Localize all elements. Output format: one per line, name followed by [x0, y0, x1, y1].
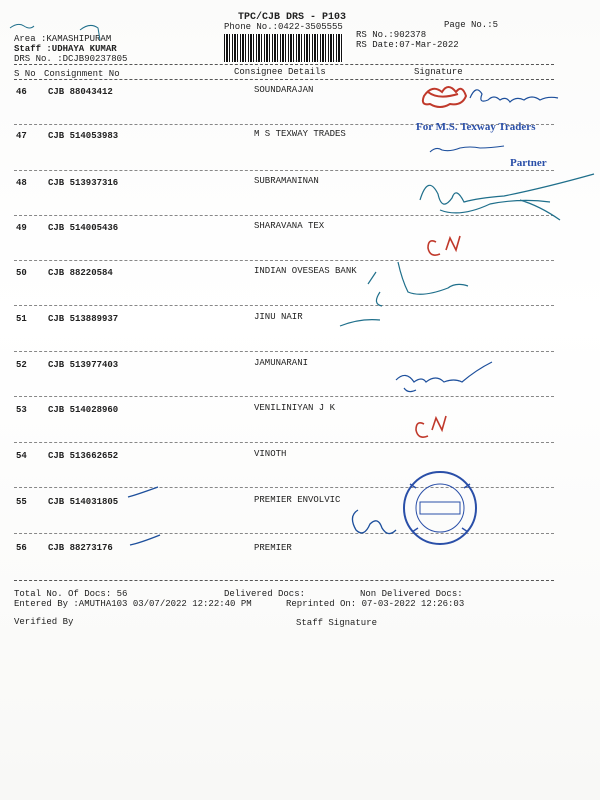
row-sno: 53	[16, 405, 27, 415]
total-docs: Total No. Of Docs: 56	[14, 589, 128, 599]
row-consignment: CJB 514031805	[48, 497, 119, 507]
row-consignment: CJB 88043412	[48, 87, 113, 97]
premier-stamp-ticks	[410, 484, 470, 532]
row-sno: 54	[16, 451, 27, 461]
column-sno: S No	[14, 69, 36, 79]
row-sno: 51	[16, 314, 27, 324]
row-consignee: VINOTH	[254, 449, 287, 459]
delivered-docs: Delivered Docs:	[224, 589, 306, 599]
row-sno: 56	[16, 543, 27, 553]
column-consignment: Consignment No	[44, 69, 120, 79]
venilinyan-red-mark	[416, 416, 446, 437]
row-sno: 52	[16, 360, 27, 370]
row-consignee: SUBRAMANINAN	[254, 176, 319, 186]
row-consignee: PREMIER ENVOLVIC	[254, 495, 341, 505]
staff-label: Staff :UDHAYA KUMAR	[14, 44, 117, 54]
premier-stamp	[404, 472, 476, 544]
row-sno: 49	[16, 223, 27, 233]
premier-stamp-center	[420, 502, 460, 514]
row-consignee: JAMUNARANI	[254, 358, 309, 368]
row-consignment: CJB 514053983	[48, 131, 119, 141]
row-consignment: CJB 513889937	[48, 314, 119, 324]
row-consignee: INDIAN OVESEAS BANK	[254, 266, 357, 276]
row-consignee: VENILINIYAN J K	[254, 403, 336, 413]
texway-stamp-text: For M.S. Texway Traders	[416, 121, 536, 133]
page-number: Page No.:5	[444, 20, 499, 30]
rs-number: RS No.:902378	[356, 30, 427, 40]
row-consignment: CJB 514028960	[48, 405, 119, 415]
column-signature: Signature	[414, 67, 463, 77]
sharavana-red-mark	[428, 236, 460, 255]
bank-signature	[340, 262, 468, 326]
row-sno: 48	[16, 178, 27, 188]
phone-number: Phone No.:0422-3505555	[224, 22, 343, 32]
row-sno: 50	[16, 268, 27, 278]
row-consignee: SOUNDARAJAN	[254, 85, 314, 95]
premier-stamp-inner	[416, 484, 464, 532]
drs-number: DRS No. :DCJB90237805	[14, 54, 128, 64]
row-consignment: CJB 513662652	[48, 451, 119, 461]
non-delivered-docs: Non Delivered Docs:	[360, 589, 463, 599]
entered-by: Entered By :AMUTHA103 03/07/2022 12:22:40 PM	[14, 599, 252, 609]
row-consignment: CJB 514005436	[48, 223, 119, 233]
document-title: TPC/CJB DRS - P103	[238, 12, 347, 23]
row-consignee: JINU NAIR	[254, 312, 303, 322]
texway-stamp-partner: Partner	[510, 157, 547, 169]
row-consignment: CJB 513977403	[48, 360, 119, 370]
staff-signature-label: Staff Signature	[296, 618, 378, 628]
subramaninan-signature	[420, 174, 594, 220]
row-consignee: SHARAVANA TEX	[254, 221, 325, 231]
red-scribble	[423, 87, 466, 107]
rs-date: RS Date:07-Mar-2022	[356, 40, 459, 50]
jamunarani-signature	[396, 362, 492, 392]
reprinted-on: Reprinted On: 07-03-2022 12:26:03	[286, 599, 465, 609]
row-consignee: PREMIER	[254, 543, 292, 553]
column-consignee: Consignee Details	[234, 67, 326, 77]
corner-mark	[10, 24, 100, 40]
texway-signature	[430, 146, 504, 152]
row-consignment: CJB 88220584	[48, 268, 113, 278]
row-sno: 46	[16, 87, 27, 97]
soundarajan-signature	[470, 90, 558, 102]
verified-by: Verified By	[14, 617, 74, 627]
row-sno: 47	[16, 131, 27, 141]
premier-signature	[352, 510, 396, 534]
row-consignment: CJB 513937316	[48, 178, 119, 188]
check-mark	[128, 487, 160, 545]
row-consignment: CJB 88273176	[48, 543, 113, 553]
area-label: Area :KAMASHIPURAM	[14, 34, 112, 44]
row-sno: 55	[16, 497, 27, 507]
row-consignee: M S TEXWAY TRADES	[254, 129, 346, 139]
